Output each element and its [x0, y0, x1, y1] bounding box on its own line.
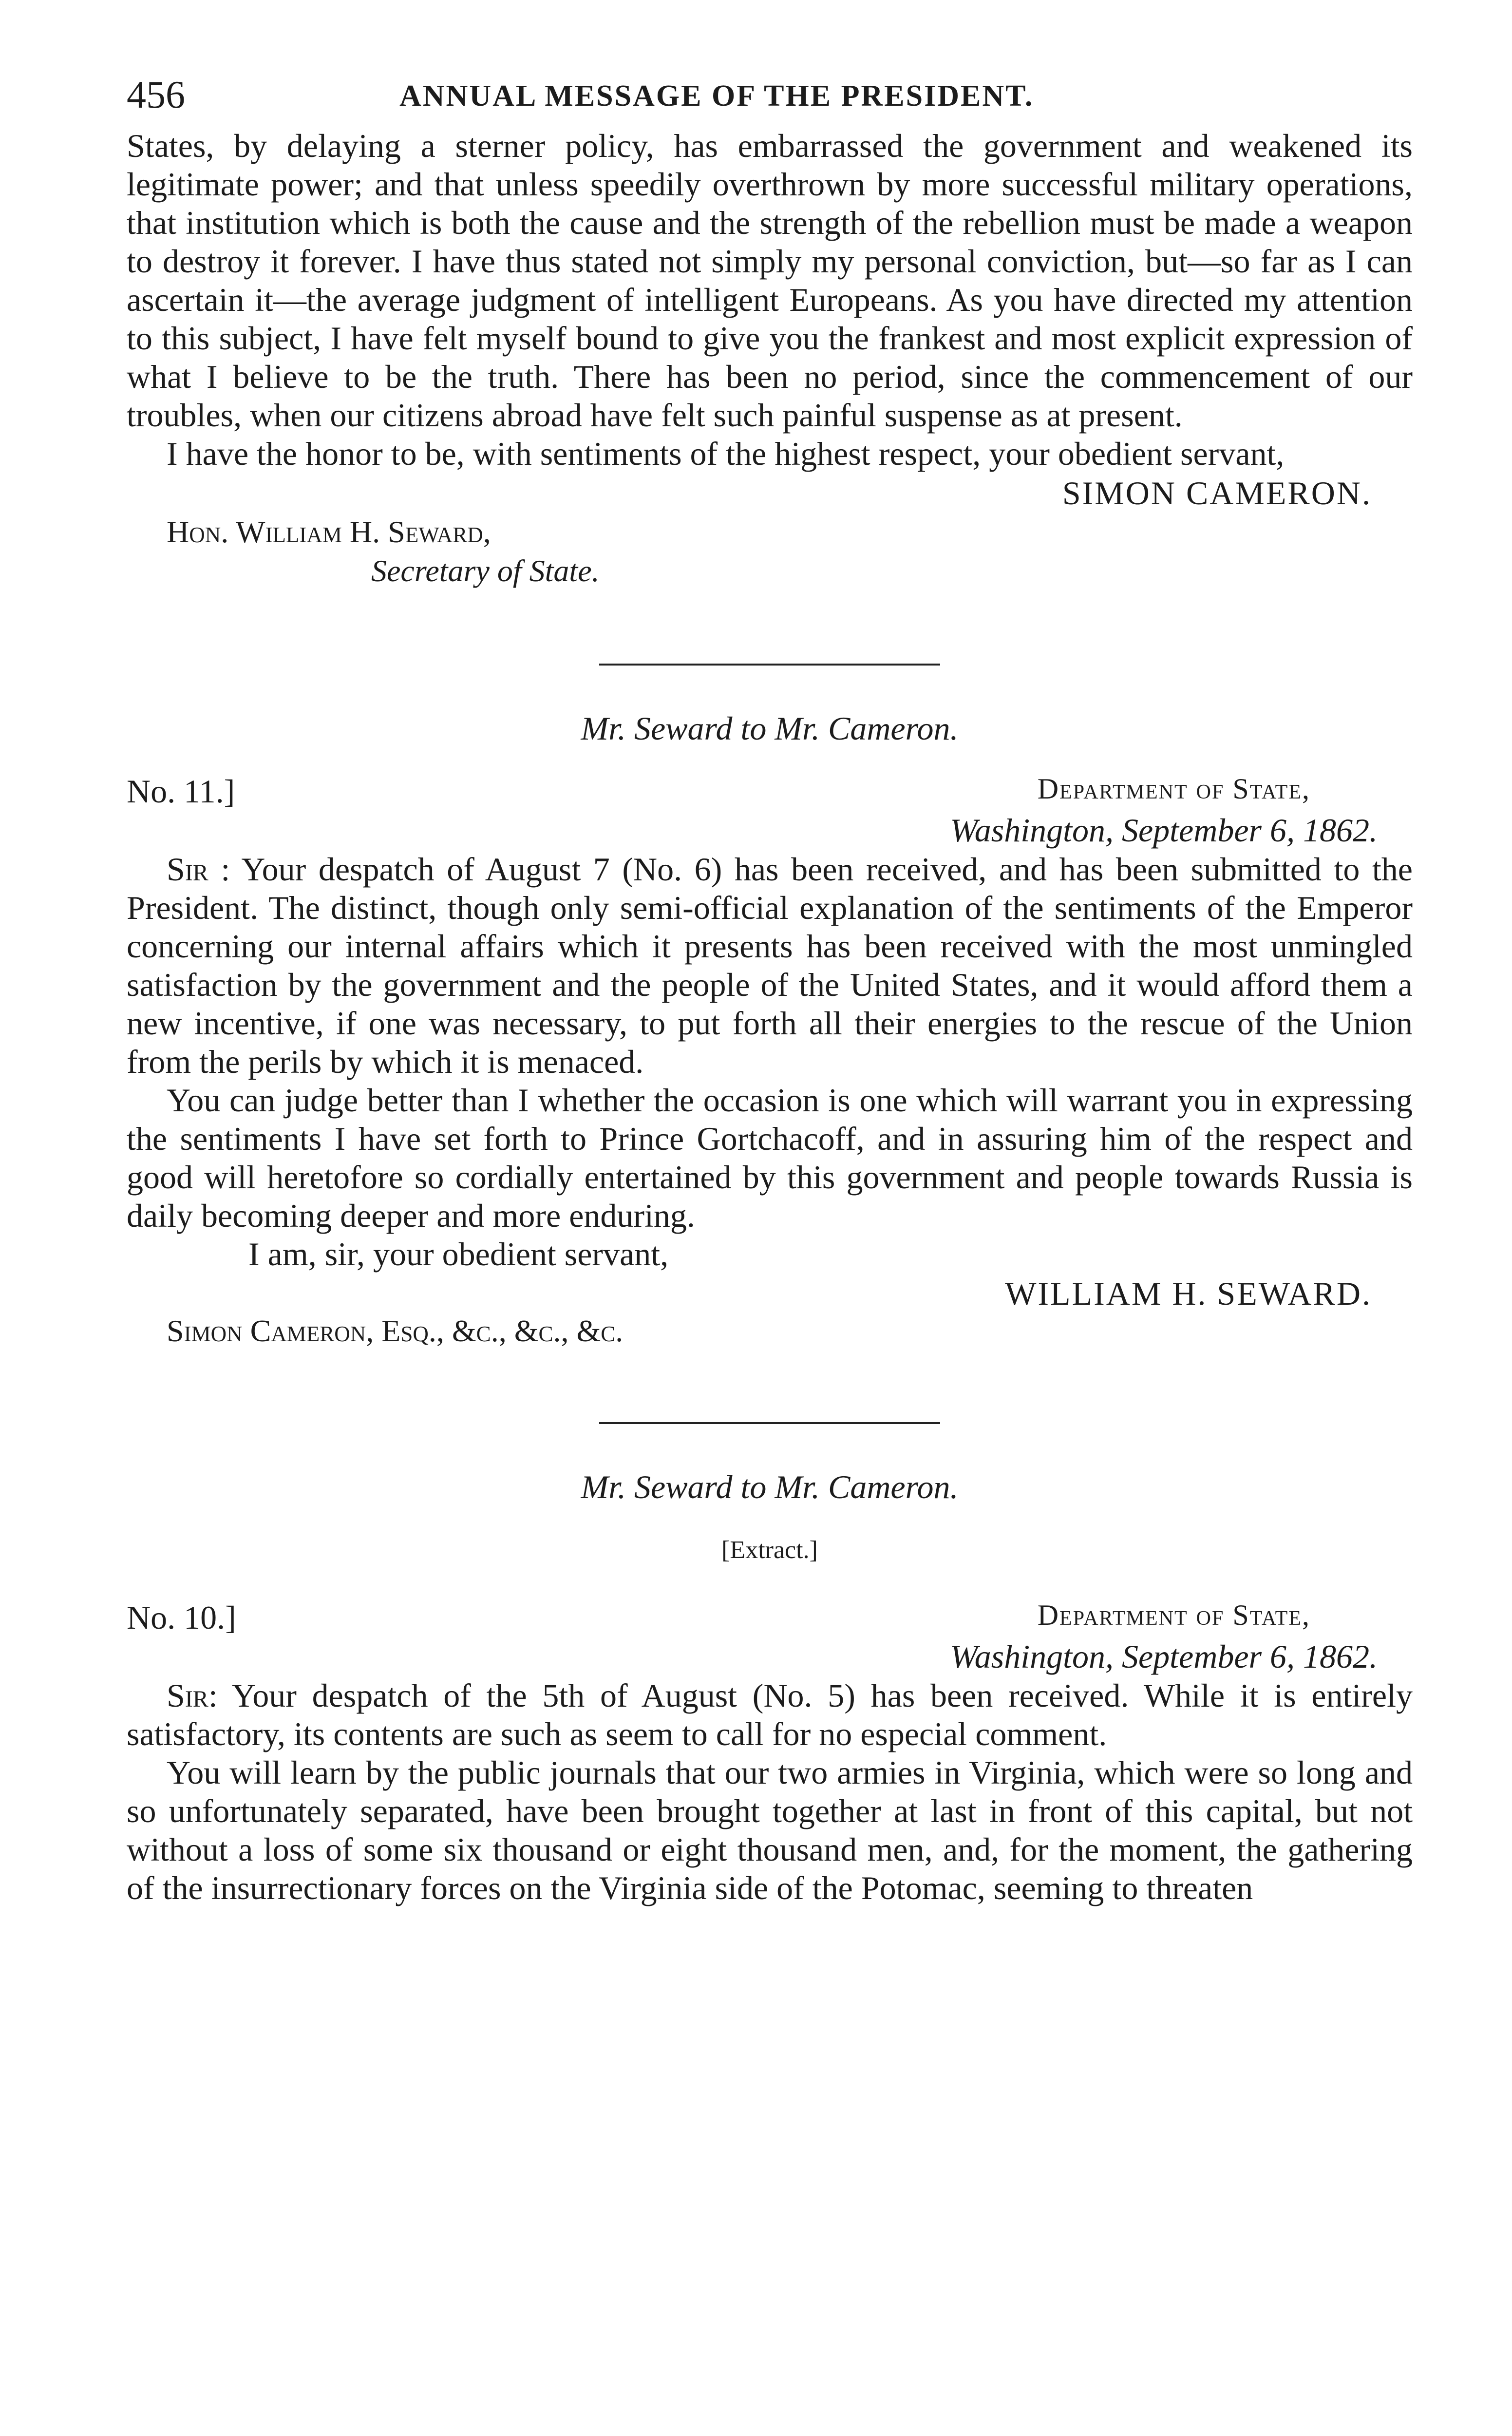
- document-page: [127, 73, 1413, 1907]
- addressee-title: Secretary of State.: [371, 553, 600, 588]
- letter3-number: No. 10.]: [127, 1599, 236, 1636]
- running-title: ANNUAL MESSAGE OF THE PRESIDENT.: [399, 79, 1034, 113]
- letter1-paragraph-2: I have the honor to be, with sentiments of the highest respect, your obedient servant,: [167, 435, 1285, 472]
- letter3-title: Mr. Seward to Mr. Cameron.: [581, 1468, 959, 1505]
- letter2-paragraph-1: [127, 850, 1413, 1081]
- letter2-signature: WILLIAM H. SEWARD.: [1005, 1275, 1372, 1312]
- letter3-paragraph-1-text: Your despatch of the 5th of August (No. 5) has been received. While it is entirely satisfactory, its contents are such as seem to call for no especial comment.: [127, 1677, 1413, 1752]
- letter3-paragraph-1: [127, 1676, 1413, 1753]
- running-head: [127, 73, 1413, 127]
- letter2-closing: I am, sir, your obedient servant,: [248, 1236, 669, 1273]
- letter3-dateline: [127, 1599, 1413, 1676]
- addressee-name: Hon. William H. Seward,: [167, 514, 491, 549]
- letter3-department: Department of State,: [1037, 1599, 1310, 1631]
- letter3-place-date: Washington, September 6, 1862.: [950, 1638, 1378, 1675]
- letter2-place-date: Washington, September 6, 1862.: [950, 812, 1378, 849]
- salutation: Sir :: [167, 851, 230, 888]
- letter2-paragraph-2: You can judge better than I whether the occasion is one which will warrant you in expressing the sentiments I have set forth to Prince Gortchacoff, and in assuring him of the respect and good will heretofore so cordially entertained by this government and people towards Russia is daily becoming deeper and more enduring.: [127, 1082, 1413, 1234]
- letter1-addressee: [167, 513, 1413, 590]
- letter2-department: Department of State,: [1037, 773, 1310, 805]
- letter3-paragraph-2: You will learn by the public journals that our two armies in Virginia, which were so long and so unfortunately separated, have been brought together at last in front of this capital, but not without a loss of some six thousand or eight thousand men, and, for the moment, the gathering of the insurrectionary forces on the Virginia side of the Potomac, seeming to threaten: [127, 1754, 1413, 1906]
- letter2-recipient: Simon Cameron, Esq., &c., &c., &c.: [167, 1313, 624, 1348]
- salutation: Sir:: [167, 1677, 218, 1714]
- letter1-signature: SIMON CAMERON.: [1062, 475, 1372, 512]
- page-number: 456: [127, 74, 185, 116]
- letter2-dateline: [127, 772, 1413, 850]
- letter1-paragraph-1: States, by delaying a sterner policy, has embarrassed the government and weakened its legitimate power; and that unless speedily overthrown by more successful military operations, that institution which is both the cause and the strength of the rebellion must be made a weapon to destroy it forever. I have thus stated not simply my personal conviction, but—so far as I can ascertain it—the average judgment of intelligent Europeans. As you have directed my attention to this subject, I have felt myself bound to give you the frankest and most explicit expression of what I believe to be the truth. There has been no period, since the commencement of our troubles, when our citizens abroad have felt such painful suspense as at present.: [127, 127, 1413, 434]
- letter2-paragraph-1-text: Your despatch of August 7 (No. 6) has been received, and has been submitted to the President. The distinct, though only semi-official explanation of the sentiments of the Emperor concerning our internal affairs which it presents has been received with the most unmingled satisfaction by the government and the people of the United States, and it would afford them a new incentive, if one was necessary, to put forth all their energies to the rescue of the Union from the perils by which it is menaced.: [127, 851, 1413, 1080]
- letter2-title: Mr. Seward to Mr. Cameron.: [581, 710, 959, 747]
- extract-label: [Extract.]: [721, 1536, 818, 1564]
- letter2-number: No. 11.]: [127, 773, 235, 810]
